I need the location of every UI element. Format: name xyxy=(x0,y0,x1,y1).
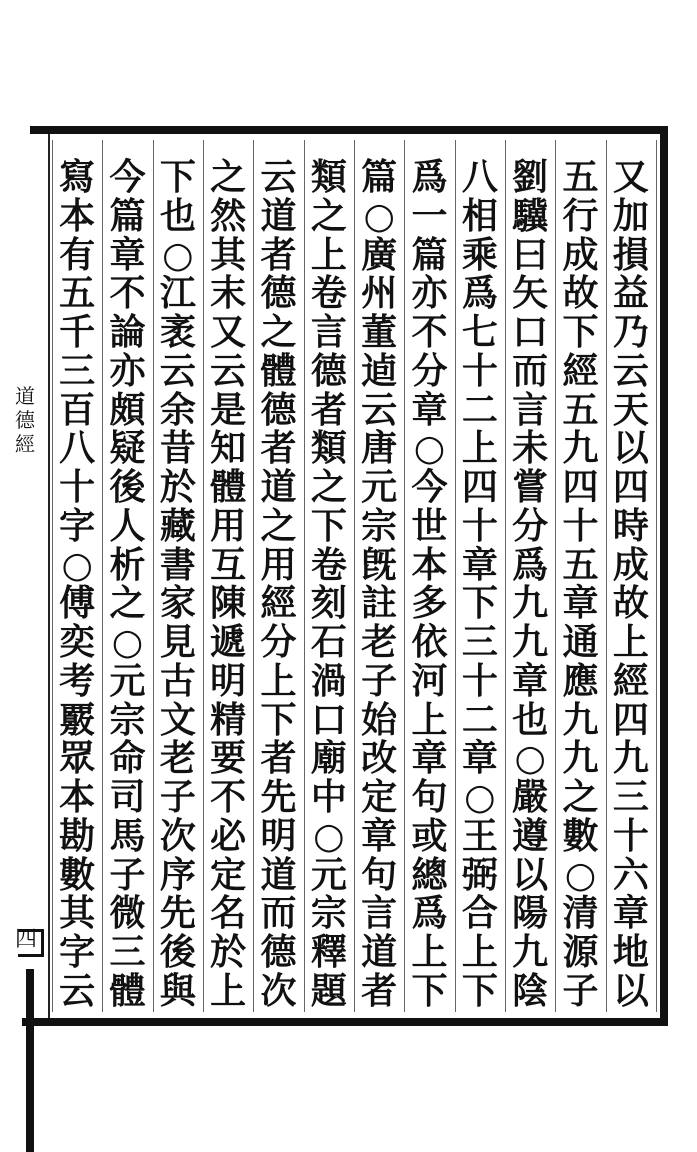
glyph: 必 xyxy=(210,814,247,857)
glyph: 奕 xyxy=(59,621,96,663)
glyph: 乃 xyxy=(612,311,649,353)
glyph: 下 xyxy=(310,504,347,547)
glyph: 司 xyxy=(109,776,146,818)
glyph: 明 xyxy=(210,659,247,702)
glyph: 覈 xyxy=(59,698,96,741)
glyph: 十 xyxy=(461,504,498,547)
text-column xyxy=(206,158,250,1010)
glyph: 者 xyxy=(260,737,297,780)
glyph: 用 xyxy=(260,543,297,586)
glyph: 四 xyxy=(612,466,649,508)
glyph: 陳 xyxy=(210,582,247,625)
glyph: 袤 xyxy=(159,311,196,353)
glyph: 數 xyxy=(562,814,599,857)
glyph: 上 xyxy=(310,233,347,276)
glyph: 九 xyxy=(612,737,649,780)
glyph: 經 xyxy=(260,582,297,625)
glyph: 考 xyxy=(59,659,96,702)
glyph: 經 xyxy=(612,659,649,702)
glyph: 依 xyxy=(411,621,448,663)
glyph: 天 xyxy=(612,388,649,431)
glyph: 五 xyxy=(59,272,96,315)
glyph: ○ xyxy=(111,621,144,663)
glyph: 十 xyxy=(461,349,498,392)
glyph: 廟 xyxy=(310,737,347,780)
glyph: 疑 xyxy=(109,427,146,470)
glyph: 老 xyxy=(159,737,196,780)
glyph: 廣 xyxy=(361,233,398,276)
glyph: 刻 xyxy=(310,582,347,625)
glyph: 江 xyxy=(159,272,196,315)
glyph: 時 xyxy=(612,504,649,547)
glyph: 逌 xyxy=(361,349,398,392)
glyph: 篇 xyxy=(411,233,448,276)
glyph: 地 xyxy=(612,931,649,973)
glyph: 九 xyxy=(562,698,599,741)
glyph: 分 xyxy=(260,621,297,663)
glyph: 勘 xyxy=(59,814,96,857)
glyph: 精 xyxy=(210,698,247,741)
glyph: 道 xyxy=(260,194,297,237)
glyph: 又 xyxy=(612,156,649,198)
glyph: 九 xyxy=(562,737,599,780)
glyph: 釋 xyxy=(310,931,347,973)
glyph: 頗 xyxy=(109,388,146,431)
column-rule xyxy=(304,140,305,1012)
glyph: 成 xyxy=(562,233,599,276)
glyph: 章 xyxy=(411,388,448,431)
frame-right-border xyxy=(660,126,668,1026)
glyph: 末 xyxy=(210,272,247,315)
glyph: 下 xyxy=(411,969,448,1012)
glyph: 五 xyxy=(562,388,599,431)
glyph: 弼 xyxy=(461,853,498,896)
glyph: 家 xyxy=(159,582,196,625)
glyph: 見 xyxy=(159,621,196,663)
glyph: 八 xyxy=(461,156,498,198)
glyph: 多 xyxy=(411,582,448,625)
glyph: 先 xyxy=(159,892,196,935)
glyph: 嚴 xyxy=(512,776,549,818)
glyph: 用 xyxy=(210,504,247,547)
glyph: 體 xyxy=(260,349,297,392)
glyph: 註 xyxy=(361,582,398,625)
glyph: 云 xyxy=(210,349,247,392)
gutter-title: 道德經 xyxy=(15,384,35,456)
glyph: 行 xyxy=(562,194,599,237)
column-rule xyxy=(656,140,657,1012)
glyph: 有 xyxy=(59,233,96,276)
glyph: 寫 xyxy=(59,156,96,198)
glyph: 今 xyxy=(109,156,146,198)
glyph: 傅 xyxy=(59,582,96,625)
frame-top-border xyxy=(30,126,668,134)
glyph: 下 xyxy=(461,582,498,625)
glyph: 上 xyxy=(260,659,297,702)
glyph: 分 xyxy=(411,349,448,392)
glyph: 王 xyxy=(461,814,498,857)
glyph: 章 xyxy=(109,233,146,276)
glyph: 章 xyxy=(411,737,448,780)
glyph: 而 xyxy=(260,892,297,935)
glyph: 互 xyxy=(210,543,247,586)
glyph: 以 xyxy=(612,427,649,470)
glyph: 不 xyxy=(109,272,146,315)
glyph: 要 xyxy=(210,737,247,780)
glyph: 云 xyxy=(612,349,649,392)
glyph: 下 xyxy=(260,698,297,741)
text-column xyxy=(55,158,99,1010)
glyph: 篇 xyxy=(109,194,146,237)
glyph: 損 xyxy=(612,233,649,276)
glyph: 爲 xyxy=(411,156,448,198)
glyph: 微 xyxy=(109,892,146,935)
glyph: 五 xyxy=(562,156,599,198)
glyph: 九 xyxy=(512,621,549,663)
glyph: 云 xyxy=(159,349,196,392)
glyph: 遵 xyxy=(512,814,549,857)
text-column xyxy=(559,158,603,1010)
glyph: 二 xyxy=(461,698,498,741)
glyph: 四 xyxy=(461,466,498,508)
glyph: 類 xyxy=(310,156,347,198)
glyph: 道 xyxy=(361,931,398,973)
glyph: 六 xyxy=(612,853,649,896)
glyph: 體 xyxy=(109,969,146,1012)
glyph: 卷 xyxy=(310,543,347,586)
text-column xyxy=(156,158,200,1010)
column-rule xyxy=(153,140,154,1012)
glyph: 源 xyxy=(562,931,599,973)
glyph: 加 xyxy=(612,194,649,237)
glyph: 通 xyxy=(562,621,599,663)
glyph: 三 xyxy=(461,621,498,663)
glyph: 於 xyxy=(210,931,247,973)
glyph: 句 xyxy=(361,853,398,896)
glyph: 矢 xyxy=(512,272,549,315)
glyph: 道 xyxy=(260,466,297,508)
glyph: 者 xyxy=(310,388,347,431)
glyph: 章 xyxy=(361,814,398,857)
glyph: 八 xyxy=(59,427,96,470)
glyph: 次 xyxy=(159,814,196,857)
text-column xyxy=(458,158,502,1010)
glyph: 下 xyxy=(562,311,599,353)
column-rule xyxy=(354,140,355,1012)
glyph: 章 xyxy=(461,543,498,586)
glyph: 之 xyxy=(310,466,347,508)
column-rule xyxy=(102,140,103,1012)
glyph: 始 xyxy=(361,698,398,741)
glyph: 一 xyxy=(411,194,448,237)
glyph: 元 xyxy=(361,466,398,508)
glyph: 十 xyxy=(461,659,498,702)
column-rule xyxy=(455,140,456,1012)
glyph: 子 xyxy=(109,853,146,896)
glyph: ○ xyxy=(162,233,194,276)
glyph: 子 xyxy=(562,969,599,1012)
glyph: 者 xyxy=(361,969,398,1012)
glyph: ○ xyxy=(413,427,446,470)
glyph: 之 xyxy=(210,156,247,198)
glyph: 言 xyxy=(512,388,549,431)
column-rule xyxy=(52,140,53,1012)
page-gutter xyxy=(0,134,48,1018)
glyph: 德 xyxy=(260,272,297,315)
glyph: 析 xyxy=(109,543,146,586)
glyph: 宗 xyxy=(310,892,347,935)
glyph: 三 xyxy=(109,931,146,973)
glyph: 渦 xyxy=(310,659,347,702)
glyph: 劉 xyxy=(512,156,549,198)
glyph: 清 xyxy=(562,892,599,935)
glyph: 之 xyxy=(260,311,297,353)
glyph: 與 xyxy=(159,969,196,1012)
glyph: 州 xyxy=(361,272,398,315)
frame-bottom-border xyxy=(22,1018,668,1026)
glyph: 以 xyxy=(512,853,549,896)
glyph: 經 xyxy=(562,349,599,392)
glyph: 下 xyxy=(461,969,498,1012)
glyph: 九 xyxy=(512,931,549,973)
glyph: 乘 xyxy=(461,233,498,276)
glyph: 上 xyxy=(461,427,498,470)
text-column xyxy=(408,158,452,1010)
glyph: 子 xyxy=(159,776,196,818)
glyph: 藏 xyxy=(159,504,196,547)
glyph: 知 xyxy=(210,427,247,470)
glyph: 先 xyxy=(260,776,297,818)
glyph: 馬 xyxy=(109,814,146,857)
glyph: 昔 xyxy=(159,427,196,470)
glyph: 篇 xyxy=(361,156,398,198)
glyph: 上 xyxy=(461,931,498,973)
glyph: 元 xyxy=(109,659,146,702)
glyph: 德 xyxy=(310,349,347,392)
glyph: 十 xyxy=(612,814,649,857)
glyph: 亦 xyxy=(109,349,146,392)
glyph: 成 xyxy=(612,543,649,586)
glyph: 三 xyxy=(59,349,96,392)
glyph: 之 xyxy=(310,194,347,237)
glyph: 三 xyxy=(612,776,649,818)
glyph: ○ xyxy=(464,776,496,818)
glyph: ○ xyxy=(564,853,597,896)
glyph: 四 xyxy=(612,698,649,741)
glyph: 下 xyxy=(159,156,196,198)
glyph: 故 xyxy=(612,582,649,625)
glyph: 卷 xyxy=(310,272,347,315)
glyph: 亦 xyxy=(411,272,448,315)
glyph: 而 xyxy=(512,349,549,392)
glyph: 德 xyxy=(260,388,297,431)
glyph: 上 xyxy=(612,621,649,663)
column-rule xyxy=(555,140,556,1012)
glyph: 益 xyxy=(612,272,649,315)
glyph: 於 xyxy=(159,466,196,508)
glyph: 之 xyxy=(562,776,599,818)
glyph: 余 xyxy=(159,388,196,431)
glyph: 曰 xyxy=(512,233,549,276)
column-rule xyxy=(253,140,254,1012)
glyph: 二 xyxy=(461,388,498,431)
glyph: 章 xyxy=(461,737,498,780)
glyph: 子 xyxy=(361,659,398,702)
glyph: ○ xyxy=(363,194,395,237)
glyph: 道 xyxy=(260,853,297,896)
glyph: 九 xyxy=(512,582,549,625)
glyph: 論 xyxy=(109,311,146,353)
text-column xyxy=(257,158,301,1010)
glyph: ○ xyxy=(514,737,546,780)
glyph: 章 xyxy=(612,892,649,935)
glyph: 後 xyxy=(109,466,146,508)
glyph: 本 xyxy=(411,543,448,586)
glyph: 字 xyxy=(59,504,96,547)
glyph: 命 xyxy=(109,737,146,780)
glyph: 十 xyxy=(59,466,96,508)
glyph: 應 xyxy=(562,659,599,702)
column-rule xyxy=(606,140,607,1012)
glyph: 四 xyxy=(562,466,599,508)
glyph: 陰 xyxy=(512,969,549,1012)
column-rule xyxy=(505,140,506,1012)
glyph: 者 xyxy=(260,233,297,276)
glyph: 本 xyxy=(59,194,96,237)
glyph: 名 xyxy=(210,892,247,935)
glyph: 世 xyxy=(411,504,448,547)
glyph: 故 xyxy=(562,272,599,315)
glyph: 章 xyxy=(562,582,599,625)
glyph: 定 xyxy=(210,853,247,896)
glyph: 五 xyxy=(562,543,599,586)
glyph: 言 xyxy=(310,311,347,353)
glyph: 句 xyxy=(411,776,448,818)
glyph: 其 xyxy=(210,233,247,276)
glyph: 又 xyxy=(210,311,247,353)
glyph: 嘗 xyxy=(512,466,549,508)
glyph: 口 xyxy=(310,698,347,741)
glyph: 老 xyxy=(361,621,398,663)
glyph: 題 xyxy=(310,969,347,1012)
glyph: 上 xyxy=(411,698,448,741)
glyph: 董 xyxy=(361,311,398,353)
glyph: 云 xyxy=(59,969,96,1012)
glyph: 序 xyxy=(159,853,196,896)
glyph: 石 xyxy=(310,621,347,663)
frame-left-border xyxy=(48,134,50,1018)
glyph: 唐 xyxy=(361,427,398,470)
glyph: 定 xyxy=(361,776,398,818)
glyph: 云 xyxy=(260,156,297,198)
glyph: 次 xyxy=(260,969,297,1012)
glyph: 書 xyxy=(159,543,196,586)
text-column xyxy=(609,158,653,1010)
glyph: 體 xyxy=(210,466,247,508)
glyph: 分 xyxy=(512,504,549,547)
glyph: 明 xyxy=(260,814,297,857)
glyph: 章 xyxy=(512,659,549,702)
glyph: 人 xyxy=(109,504,146,547)
glyph: 改 xyxy=(361,737,398,780)
glyph: 陽 xyxy=(512,892,549,935)
glyph: 上 xyxy=(210,969,247,1012)
glyph: 遞 xyxy=(210,621,247,663)
glyph: ○ xyxy=(61,543,93,586)
glyph: 旣 xyxy=(361,543,398,586)
text-column xyxy=(508,158,552,1010)
glyph: 後 xyxy=(159,931,196,973)
glyph: 之 xyxy=(109,582,146,625)
glyph: 宗 xyxy=(109,698,146,741)
glyph: 口 xyxy=(512,311,549,353)
text-column xyxy=(357,158,401,1010)
glyph: 類 xyxy=(310,427,347,470)
glyph: 德 xyxy=(260,931,297,973)
glyph: 合 xyxy=(461,892,498,935)
glyph: 其 xyxy=(59,892,96,935)
glyph: 本 xyxy=(59,776,96,818)
glyph: 或 xyxy=(411,814,448,857)
glyph: 不 xyxy=(411,311,448,353)
glyph: 河 xyxy=(411,659,448,702)
glyph: 爲 xyxy=(512,543,549,586)
gutter-black-bar xyxy=(26,969,34,1152)
gutter-page-mark: 四 xyxy=(14,927,37,952)
glyph: 中 xyxy=(310,776,347,818)
glyph: 相 xyxy=(461,194,498,237)
glyph: 言 xyxy=(361,892,398,935)
glyph: 上 xyxy=(411,931,448,973)
glyph: 云 xyxy=(361,388,398,431)
glyph: 然 xyxy=(210,194,247,237)
glyph: 千 xyxy=(59,311,96,353)
glyph: 爲 xyxy=(411,892,448,935)
glyph: 也 xyxy=(159,194,196,237)
glyph: 也 xyxy=(512,698,549,741)
glyph: 以 xyxy=(612,969,649,1012)
glyph: 字 xyxy=(59,931,96,973)
glyph: 驥 xyxy=(512,194,549,237)
glyph: 總 xyxy=(411,853,448,896)
column-rule xyxy=(404,140,405,1012)
glyph: 今 xyxy=(411,466,448,508)
glyph: 者 xyxy=(260,427,297,470)
glyph: 之 xyxy=(260,504,297,547)
glyph: ○ xyxy=(313,814,345,857)
text-column xyxy=(307,158,351,1010)
glyph: 數 xyxy=(59,853,96,896)
glyph: 爲 xyxy=(461,272,498,315)
glyph: 文 xyxy=(159,698,196,741)
glyph: 十 xyxy=(562,504,599,547)
glyph: 七 xyxy=(461,311,498,353)
text-column xyxy=(106,158,150,1010)
glyph: 九 xyxy=(562,427,599,470)
glyph: 不 xyxy=(210,776,247,818)
column-rule xyxy=(203,140,204,1012)
glyph: 元 xyxy=(310,853,347,896)
glyph: 古 xyxy=(159,659,196,702)
glyph: 是 xyxy=(210,388,247,431)
glyph: 未 xyxy=(512,427,549,470)
glyph: 眾 xyxy=(59,737,96,780)
glyph: 宗 xyxy=(361,504,398,547)
glyph: 百 xyxy=(59,388,96,431)
